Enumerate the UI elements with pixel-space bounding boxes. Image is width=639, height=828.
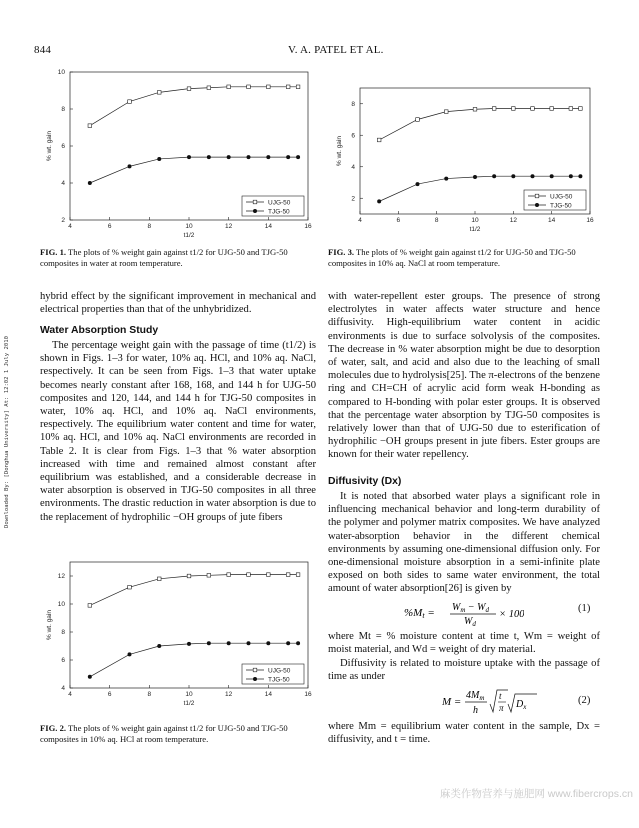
- figure-2-caption: FIG. 2. The plots of % weight gain against t1/2 for UJG-50 and TJG-50 composites in 10% aq. HCl at room temperature.: [40, 723, 288, 744]
- data-point-ujg-50: [187, 574, 191, 578]
- data-point-ujg-50: [550, 107, 554, 111]
- data-point-tjg-50: [296, 155, 300, 159]
- x-tick-label: 12: [225, 691, 233, 698]
- data-point-ujg-50: [286, 573, 290, 577]
- x-tick-label: 14: [264, 223, 272, 230]
- x-tick-label: 14: [264, 691, 272, 698]
- svg-text:π: π: [499, 703, 504, 713]
- running-title: V. A. PATEL ET AL.: [288, 44, 384, 56]
- data-point-tjg-50: [444, 177, 448, 181]
- legend-marker: [253, 209, 257, 213]
- figure-1-caption: FIG. 1. The plots of % weight gain against t1/2 for UJG-50 and TJG-50 composites in water at room temperature.: [40, 247, 288, 268]
- data-point-tjg-50: [227, 641, 231, 645]
- equation-2-number: (2): [578, 695, 591, 706]
- y-axis-label: % wt. gain: [46, 610, 53, 640]
- x-tick-label: 16: [304, 691, 312, 698]
- data-point-ujg-50: [416, 118, 420, 122]
- series-line-ujg-50: [90, 575, 298, 606]
- legend-label: UJG-50: [550, 193, 573, 201]
- data-point-ujg-50: [128, 100, 132, 104]
- y-tick-label: 6: [61, 657, 65, 665]
- x-axis-label: t1/2: [183, 232, 195, 239]
- legend-label: TJG-50: [268, 208, 290, 216]
- svg-text:Dx: $D_x$: [516, 699, 527, 711]
- series-line-tjg-50: [90, 157, 298, 183]
- data-point-ujg-50: [227, 85, 231, 89]
- data-point-tjg-50: [128, 652, 132, 656]
- y-tick-label: 6: [351, 132, 355, 140]
- legend-marker: [535, 203, 539, 207]
- data-point-ujg-50: [512, 107, 516, 111]
- right-paragraph-5: where Mm = equilibrium water content in the sample, Dx = diffusivity, and t = time.: [328, 721, 600, 746]
- x-tick-label: 6: [107, 223, 112, 230]
- data-point-ujg-50: [267, 573, 271, 577]
- data-point-ujg-50: [492, 107, 496, 111]
- data-point-ujg-50: [286, 85, 290, 89]
- left-paragraph-2: The percentage weight gain with the passage of time (t1/2) is shown in Figs. 1–3 for water, 10% aq. HCl, and 10% aq. NaCl, respectively. It can be seen from Figs. 1–3 that water uptake becomes nearly constant after 168, 168, and 144 h for UJG-50 composites and 120, 144, and 144 h for TJG-50 composites in water, 10% aq. HCl, and 10% aq. NaCl environments, respectively. The equilibrium water content and time for water, 10% aq. HCl, and 10% aq. NaCl environments are recorded in Table 2. It is clear from Figs. 1–3 that % water absorption increased with time and remained almost constant after equilibrium was established, and a considerable decrease in water absorption is observed in TJG-50 composites in all three environments. The drastic reduction in water absorption is due to the replacement of hydrophilic −OH groups of jute fibers: [40, 340, 316, 523]
- data-point-tjg-50: [157, 644, 161, 648]
- data-point-tjg-50: [128, 164, 132, 168]
- data-point-tjg-50: [286, 155, 290, 159]
- svg-text:t: t: [499, 691, 502, 701]
- data-point-ujg-50: [531, 107, 535, 111]
- y-tick-label: 2: [61, 217, 65, 225]
- data-point-tjg-50: [511, 174, 515, 178]
- data-point-ujg-50: [267, 85, 271, 89]
- data-point-tjg-50: [88, 675, 92, 679]
- series-line-ujg-50: [90, 87, 298, 126]
- data-point-tjg-50: [266, 641, 270, 645]
- right-paragraph-4: Diffusivity is related to moisture uptake with the passage of time as under: [328, 658, 600, 683]
- y-axis-label: % wt. gain: [336, 136, 343, 166]
- equation-1-number: (1): [578, 603, 591, 614]
- svg-text:M =: M =: [442, 696, 462, 708]
- data-point-tjg-50: [531, 174, 535, 178]
- data-point-ujg-50: [247, 573, 251, 577]
- data-point-tjg-50: [157, 157, 161, 161]
- y-tick-label: 10: [57, 69, 65, 77]
- y-tick-label: 4: [61, 685, 65, 693]
- x-tick-label: 6: [396, 217, 401, 224]
- svg-text:%Mt =: %Mt =: [404, 607, 435, 620]
- legend-label: UJG-50: [268, 667, 291, 675]
- data-point-ujg-50: [157, 577, 161, 581]
- data-point-ujg-50: [296, 85, 300, 89]
- data-point-ujg-50: [473, 107, 477, 111]
- x-tick-label: 8: [147, 223, 152, 230]
- data-point-ujg-50: [207, 86, 211, 90]
- legend-label: TJG-50: [268, 676, 290, 684]
- data-point-tjg-50: [88, 181, 92, 185]
- svg-text:× 100: × 100: [499, 609, 524, 620]
- y-tick-label: 8: [61, 106, 65, 114]
- svg-text:4Mm: $4M_m$: [466, 690, 485, 702]
- y-tick-label: 6: [61, 143, 65, 151]
- download-note: Downloaded By: [Donghua University] At: 12:02 1 July 2010: [4, 336, 10, 528]
- data-point-ujg-50: [227, 573, 231, 577]
- data-point-tjg-50: [207, 155, 211, 159]
- data-point-tjg-50: [416, 182, 420, 186]
- data-point-ujg-50: [157, 91, 161, 95]
- x-tick-label: 12: [509, 217, 517, 224]
- y-tick-label: 8: [351, 100, 355, 108]
- data-point-ujg-50: [88, 124, 92, 128]
- right-paragraph-2: It is noted that absorbed water plays a significant role in influencing mechanical behavior and long-term durability of the polymer and polymer matrix composites. We have analyzed water-absorption behavior in the different chemical environments by assuming one-dimensional diffusion only. For one-dimensional moisture absorption in a semi-infinite plate exposed on both sides to same water environment, the total amount of water absorption[26] is given by: [328, 491, 600, 595]
- x-tick-label: 16: [586, 217, 594, 224]
- legend-label: UJG-50: [268, 199, 291, 207]
- data-point-tjg-50: [492, 174, 496, 178]
- svg-text:h: h: [473, 705, 478, 716]
- data-point-ujg-50: [377, 138, 381, 142]
- x-tick-label: 4: [68, 223, 72, 230]
- data-point-ujg-50: [207, 574, 211, 578]
- svg-text:Wm − Wd: $W_m - W_d$: [452, 602, 489, 614]
- x-tick-label: 16: [304, 223, 312, 230]
- data-point-tjg-50: [247, 155, 251, 159]
- y-tick-label: 8: [61, 629, 65, 637]
- data-point-tjg-50: [550, 174, 554, 178]
- data-point-tjg-50: [266, 155, 270, 159]
- data-point-ujg-50: [296, 573, 300, 577]
- x-tick-label: 12: [225, 223, 233, 230]
- x-tick-label: 4: [68, 691, 72, 698]
- legend-marker: [253, 677, 257, 681]
- data-point-tjg-50: [227, 155, 231, 159]
- figure-3-caption: FIG. 3. The plots of % weight gain against t1/2 for UJG-50 and TJG-50 composites in 10% aq. NaCl at room temperature.: [328, 247, 576, 268]
- data-point-tjg-50: [286, 641, 290, 645]
- figure-1-chart: [44, 66, 314, 238]
- data-point-ujg-50: [88, 604, 92, 608]
- watermark: 麻类作物营养与施肥网 www.fibercrops.cn: [439, 788, 633, 800]
- data-point-ujg-50: [247, 85, 251, 89]
- x-tick-label: 4: [358, 217, 362, 224]
- equation-2: [442, 686, 542, 721]
- data-point-ujg-50: [187, 87, 191, 91]
- data-point-tjg-50: [569, 174, 573, 178]
- data-point-tjg-50: [473, 175, 477, 179]
- right-paragraph-3: where Mt = % moisture content at time t, Wm = weight of moist material, and Wd = weight of dry material.: [328, 631, 600, 656]
- data-point-tjg-50: [187, 155, 191, 159]
- equation-1: [404, 600, 524, 629]
- legend-marker: [535, 194, 539, 198]
- x-axis-label: t1/2: [183, 700, 195, 707]
- data-point-tjg-50: [247, 641, 251, 645]
- y-axis-label: % wt. gain: [46, 131, 53, 161]
- x-axis-label: t1/2: [469, 226, 481, 233]
- y-tick-label: 2: [351, 195, 355, 203]
- legend-marker: [253, 200, 257, 204]
- data-point-tjg-50: [377, 199, 381, 203]
- x-tick-label: 10: [185, 223, 193, 230]
- section-heading-water-absorption: Water Absorption Study: [40, 325, 159, 336]
- legend: [524, 190, 586, 210]
- data-point-tjg-50: [296, 641, 300, 645]
- x-tick-label: 14: [548, 217, 556, 224]
- figure-3-chart: [334, 82, 596, 232]
- page-number: 844: [34, 44, 52, 56]
- x-tick-label: 10: [185, 691, 193, 698]
- legend-marker: [253, 668, 257, 672]
- data-point-ujg-50: [579, 107, 583, 111]
- data-point-tjg-50: [187, 642, 191, 646]
- series-line-ujg-50: [379, 108, 580, 140]
- y-tick-label: 12: [57, 573, 65, 581]
- left-paragraph-1: hybrid effect by the significant improvement in mechanical and electrical properties than that of the unhybridized.: [40, 291, 316, 316]
- y-tick-label: 10: [57, 601, 65, 609]
- data-point-ujg-50: [444, 110, 448, 114]
- data-point-ujg-50: [128, 585, 132, 589]
- data-point-tjg-50: [207, 641, 211, 645]
- y-tick-label: 4: [351, 163, 355, 171]
- x-tick-label: 8: [434, 217, 439, 224]
- legend: [242, 664, 304, 684]
- x-tick-label: 8: [147, 691, 152, 698]
- legend: [242, 196, 304, 216]
- figure-2-chart: [44, 556, 314, 706]
- x-tick-label: 10: [471, 217, 479, 224]
- legend-label: TJG-50: [550, 202, 572, 210]
- x-tick-label: 6: [107, 691, 112, 698]
- data-point-tjg-50: [578, 174, 582, 178]
- section-heading-diffusivity: Diffusivity (Dx): [328, 476, 402, 487]
- svg-text:Wd: $W_d$: [464, 616, 476, 626]
- right-paragraph-1: with water-repellent ester groups. The presence of strong electrolytes in water affects water structure and hence diffusivity. High-equilibrium water content in acidic environments is due to surface solvolysis of the composites. The decrease in % water absorption might be due to desorption of water, salt, and acid and also due to the leaching of small molecules due to hydrolysis[25]. The π-electrons of the benzene ring and CH=CH of acrylic acid form weak H-bonding as compared to H-bonding with polar ester groups. It is observed that the percentage water absorption by TJG-50 composites is relatively lower than that of UJG-50 due to esterification of hydrophilic −OH groups present in jute fibers. Ester groups are known for their water repellency.: [328, 291, 600, 461]
- y-tick-label: 4: [61, 180, 65, 188]
- data-point-ujg-50: [569, 107, 573, 111]
